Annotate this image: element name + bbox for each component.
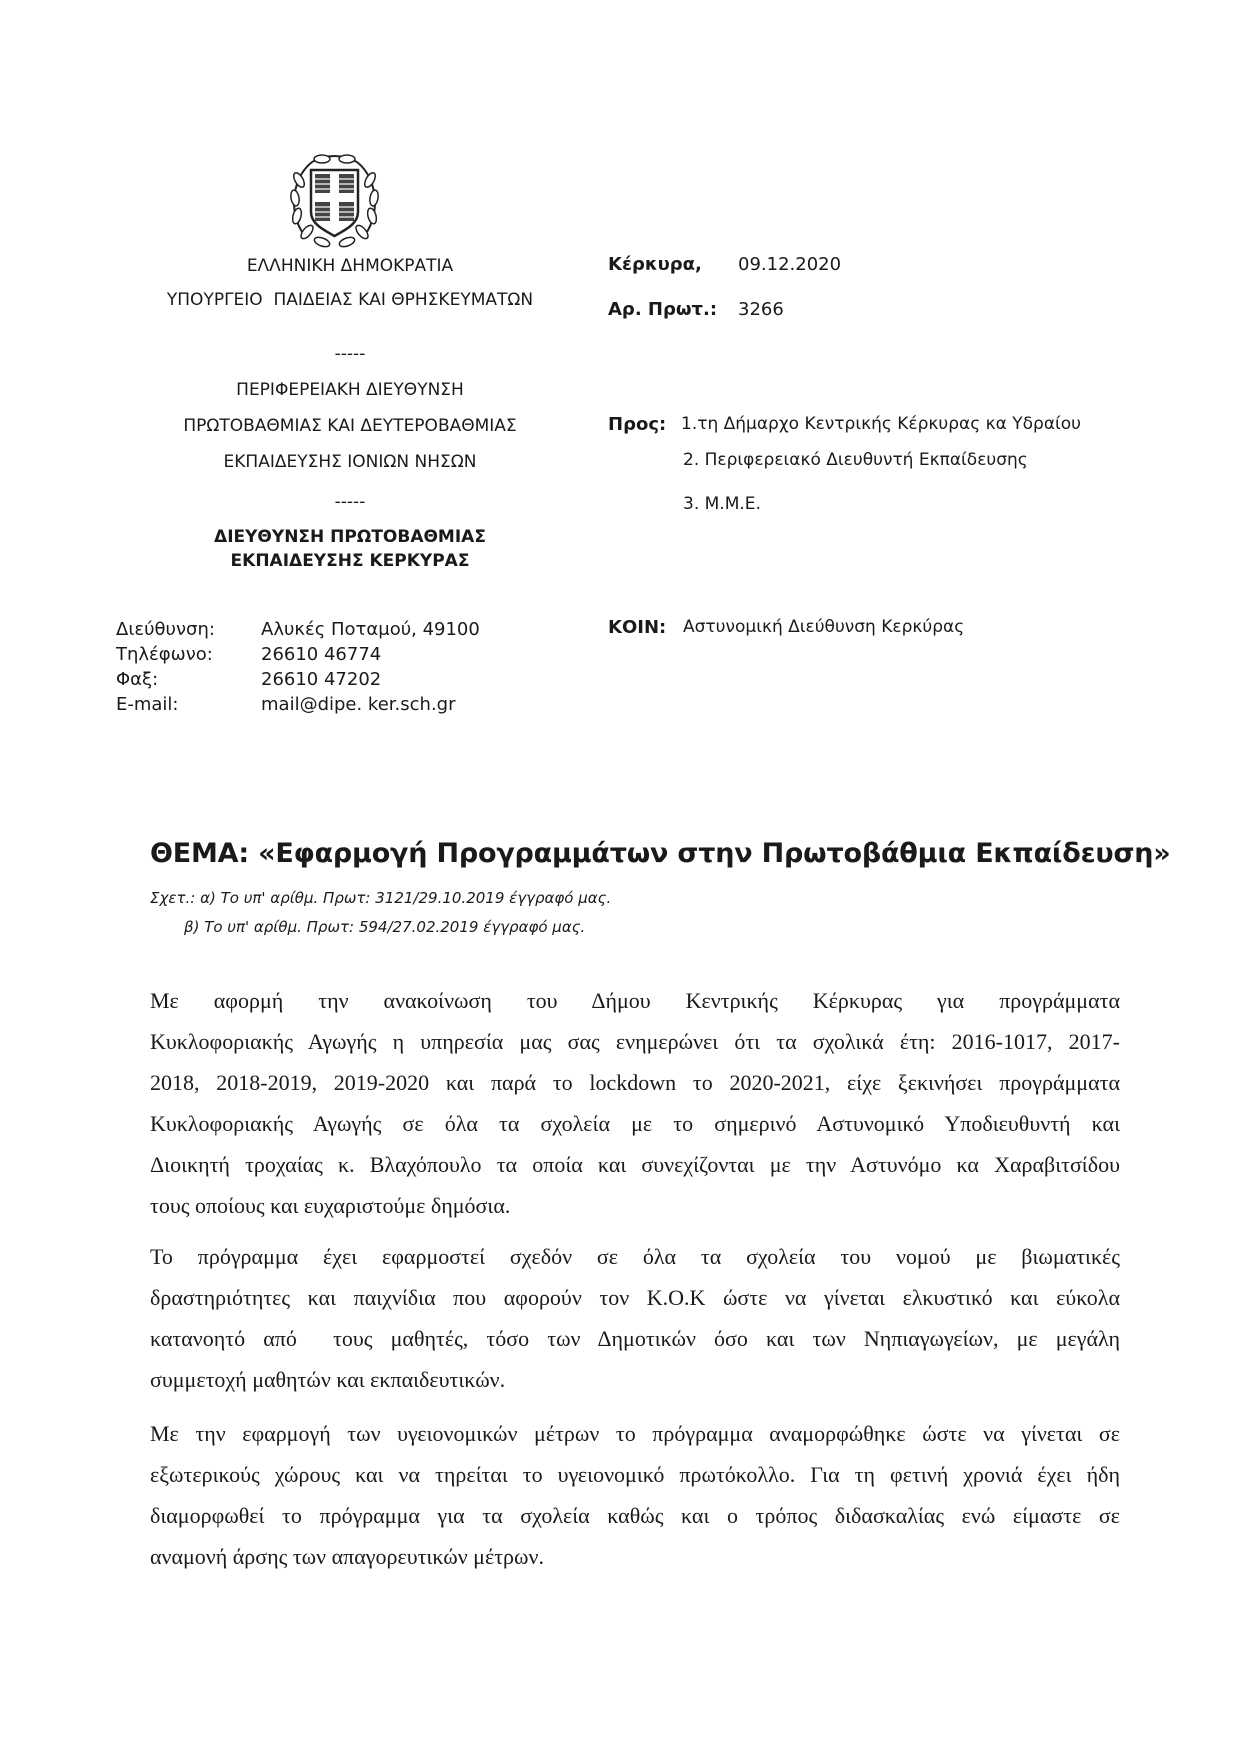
protocol-label: Αρ. Πρωτ.: bbox=[608, 299, 718, 320]
issuer-header bbox=[140, 0, 560, 580]
contact-row-phone: Τηλέφωνο: 26610 46774 bbox=[116, 644, 382, 665]
contact-row-email: E-mail: mail@dipe. ker.sch.gr bbox=[116, 694, 456, 715]
recipient-item: 3. Μ.Μ.Ε. bbox=[683, 494, 761, 514]
separator: ----- bbox=[334, 344, 366, 364]
regional-directorate-line-3: ΕΚΠΑΙΔΕΥΣΗΣ ΙΟΝΙΩΝ ΝΗΣΩΝ bbox=[223, 452, 477, 472]
contact-row-address: Διεύθυνση: Αλυκές Ποταμού, 49100 bbox=[116, 619, 480, 640]
reference-a: Σχετ.: α) Το υπ' αρίθμ. Πρωτ: 3121/29.10.2019 έγγραφό μας. bbox=[150, 889, 612, 907]
recipients-label: Προς: bbox=[608, 414, 667, 435]
contact-row-fax: Φαξ: 26610 47202 bbox=[116, 669, 382, 690]
ministry-name: ΥΠΟΥΡΓΕΙΟ ΠΑΙΔΕΙΑΣ ΚΑΙ ΘΡΗΣΚΕΥΜΑΤΩΝ bbox=[166, 290, 534, 310]
regional-directorate-line-1: ΠΕΡΙΦΕΡΕΙΑΚΗ ΔΙΕΥΘΥΝΣΗ bbox=[236, 380, 464, 400]
protocol-number: 3266 bbox=[738, 299, 784, 320]
body-paragraph-1: Με αφορμή την ανακοίνωση του Δήμου Κεντρικής Κέρκυρας για προγράμματα Κυκλοφοριακής Αγωγής η υπηρεσία μας σας ενημερώνει ότι τα σχολικά έτη: 2016-1017, 2017- 2018, 2018-2019, 2019-2020 και παρά το lockdown το 2020-2021, είχε ξεκινήσει προγράμματα Κυκλοφοριακής Αγωγής σε όλα τα σχολεία με το σημερινό Αστυνομικό Υποδιευθυντή και Διοικητή τροχαίας κ. Βλαχόπουλο τα οποία και συνεχίζονται με την Αστυνόμο κα Χαραβιτσίδου τους οποίους και ευχαριστούμε δημόσια. bbox=[150, 988, 1120, 1218]
reference-b: β) Το υπ' αρίθμ. Πρωτ: 594/27.02.2019 έγγραφό μας. bbox=[184, 918, 586, 936]
subject-title: ΘΕΜΑ: «Εφαρμογή Προγραμμάτων στην Πρωτοβάθμια Εκπαίδευση» bbox=[150, 838, 1171, 869]
contact-details bbox=[116, 617, 480, 717]
cc-value: Αστυνομική Διεύθυνση Κερκύρας bbox=[683, 617, 965, 637]
document-date: 09.12.2020 bbox=[738, 254, 842, 275]
recipient-item: 2. Περιφερειακό Διευθυντή Εκπαίδευσης bbox=[683, 450, 1028, 470]
directorate-line-2: ΕΚΠΑΙΔΕΥΣΗΣ ΚΕΡΚΥΡΑΣ bbox=[230, 551, 470, 571]
country-name: ΕΛΛΗΝΙΚΗ ΔΗΜΟΚΡΑΤΙΑ bbox=[246, 256, 454, 276]
separator: ----- bbox=[334, 492, 366, 512]
cc-label: ΚΟΙΝ: bbox=[608, 617, 667, 638]
body-paragraph-2: Το πρόγραμμα έχει εφαρμοστεί σχεδόν σε όλα τα σχολεία του νομού με βιωματικές δραστηριότητες και παιχνίδια που αφορούν τον Κ.Ο.Κ ώστε να γίνεται ελκυστικό και εύκολα κατανοητό από τους μαθητές, τόσο των Δημοτικών όσο και των Νηπιαγωγείων, με μεγάλη συμμετοχή μαθητών και εκπαιδευτικών. bbox=[150, 1244, 1120, 1392]
regional-directorate-line-2: ΠΡΩΤΟΒΑΘΜΙΑΣ ΚΑΙ ΔΕΥΤΕΡΟΒΑΘΜΙΑΣ bbox=[183, 416, 517, 436]
recipient-item: 1.τη Δήμαρχο Κεντρικής Κέρκυρας κα Υδραίου bbox=[681, 414, 1082, 434]
body-paragraph-3: Με την εφαρμογή των υγειονομικών μέτρων το πρόγραμμα αναμορφώθηκε ώστε να γίνεται σε εξωτερικούς χώρους και να τηρείται το υγειονομικό πρωτόκολλο. Για τη φετινή χρονιά έχει ήδη διαμορφωθεί το πρόγραμμα για τα σχολεία καθώς και ο τρόπος διδασκαλίας ενώ είμαστε σε αναμονή άρσης των απαγορευτικών μέτρων. bbox=[150, 1421, 1120, 1569]
directorate-line-1: ΔΙΕΥΘΥΝΣΗ ΠΡΩΤΟΒΑΘΜΙΑΣ bbox=[214, 527, 486, 547]
place-label: Κέρκυρα, bbox=[608, 254, 702, 275]
